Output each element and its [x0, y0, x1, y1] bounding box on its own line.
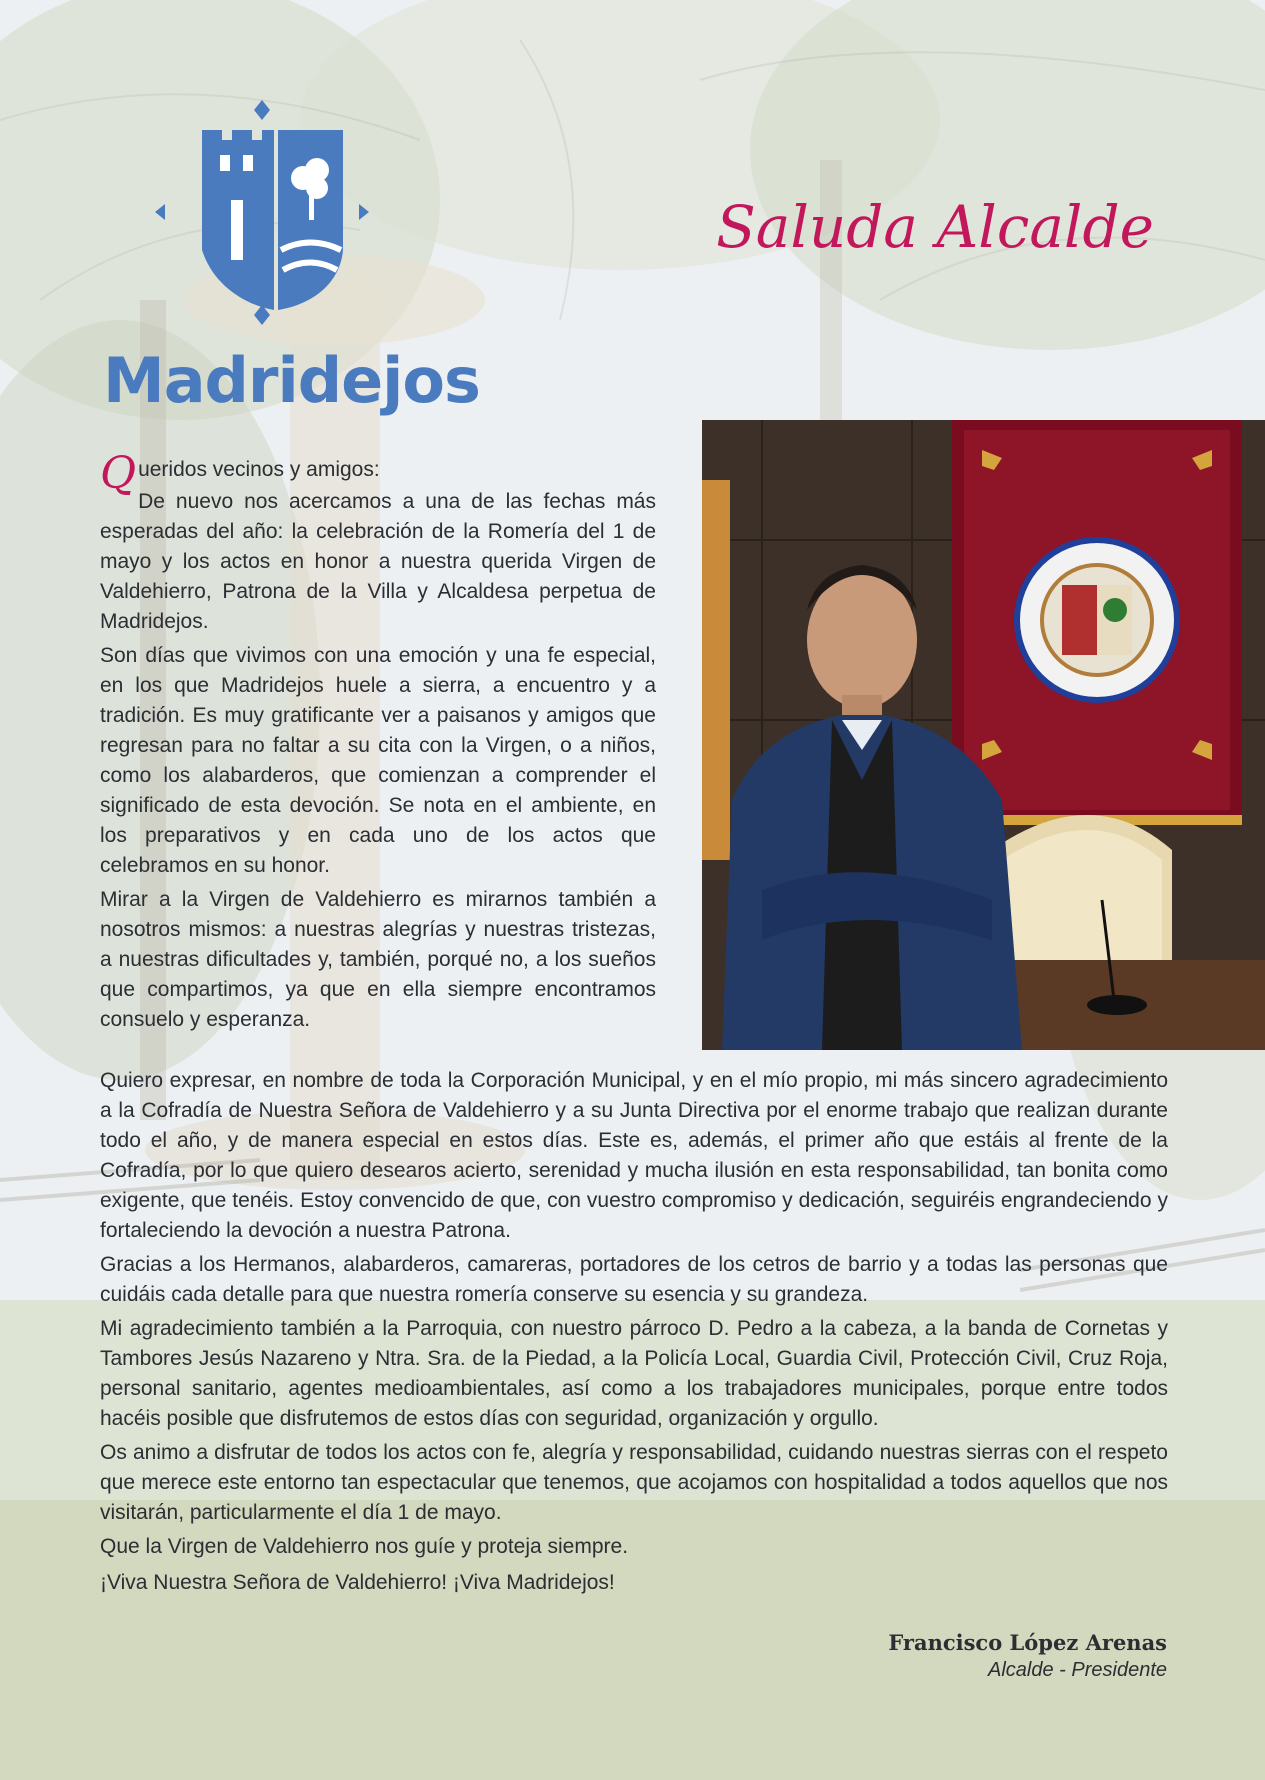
- letter-paragraph: Son días que vivimos con una emoción y una fe especial, en los que Madridejos huele a sierra, a encuentro y a tradición. Es muy gratificante ver a paisanos y amigos que regresan para no faltar a su cita con la Virgen, o a niños, como los alabarderos, que comienzan a comprender el significado de esta devoción. Se nota en el ambiente, en los preparativos y en cada uno de los actos que celebramos en su honor.: [100, 644, 656, 877]
- signature-block: [888, 1630, 1167, 1682]
- greeting-drop-cap: Q: [100, 448, 137, 499]
- signature-role: Alcalde - Presidente: [988, 1659, 1167, 1681]
- heading-text: Saluda Alcalde: [716, 193, 1154, 261]
- letter-paragraph: Mirar a la Virgen de Valdehierro es mirarnos también a nosotros mismos: a nuestras alegrías y nuestras tristezas, a nuestras dificultades y, también, porqué no, a los sueños que compartimos, ya que en ella siempre encontramos consuelo y esperanza.: [100, 888, 656, 1031]
- letter-paragraph: Gracias a los Hermanos, alabarderos, camareras, portadores de los cetros de barrio y a todas las personas que cuidáis cada detalle para que nuestra romería conserve su esencia y su grandeza.: [100, 1253, 1168, 1306]
- letter-greeting: [100, 448, 656, 499]
- letter-paragraph: De nuevo nos acercamos a una de las fechas más esperadas del año: la celebración de la Romería del 1 de mayo y los actos en honor a nuestra querida Virgen de Valdehierro, Patrona de la Villa y Alcaldesa perpetua de Madridejos.: [100, 490, 656, 633]
- madridejos-logo: [95, 100, 480, 440]
- letter-body: [100, 1066, 1168, 1604]
- tower-tree-shield-icon: [95, 100, 455, 350]
- page-heading: [690, 185, 1180, 275]
- signature-name: Francisco López Arenas: [888, 1630, 1167, 1655]
- letter-paragraph: Quiero expresar, en nombre de toda la Corporación Municipal, y en el mío propio, mi más sincero agradecimiento a la Cofradía de Nuestra Señora de Valdehierro y a su Junta Directiva por el enorme trabajo que realizan durante todo el año, y de manera especial en estos días. Este es, además, el primer año que estáis al frente de la Cofradía, por lo que quiero desearos acierto, serenidad y mucha ilusión en esta responsabilidad, tan bonita como exigente, que tenéis. Estoy convencido de que, con vuestro compromiso y dedicación, seguiréis engrandeciendo y fortaleciendo la devoción a nuestra Patrona.: [100, 1069, 1168, 1242]
- letter-column: [100, 448, 656, 1039]
- mayor-portrait-photo: [702, 420, 1265, 1050]
- closing-line: Que la Virgen de Valdehierro nos guíe y proteja siempre.: [100, 1535, 629, 1558]
- closing-line: ¡Viva Nuestra Señora de Valdehierro! ¡Viva Madridejos!: [100, 1571, 615, 1594]
- logo-wordmark: Madridejos: [103, 344, 480, 417]
- letter-paragraph: Mi agradecimiento también a la Parroquia, con nuestro párroco D. Pedro a la cabeza, a la banda de Cornetas y Tambores Jesús Nazareno y Ntra. Sra. de la Piedad, a la Policía Local, Guardia Civil, Protección Civil, Cruz Roja, personal sanitario, agentes medioambientales, así como a los trabajadores municipales, porque entre todos hacéis posible que disfrutemos de estos días con seguridad, organización y orgullo.: [100, 1317, 1168, 1430]
- letter-paragraph: Os animo a disfrutar de todos los actos con fe, alegría y responsabilidad, cuidando nuestras sierras con el respeto que merece este entorno tan espectacular que tenemos, que acojamos con hospitalidad a todos aquellos que nos visitarán, particularmente el día 1 de mayo.: [100, 1441, 1168, 1524]
- greeting-text: ueridos vecinos y amigos:: [138, 458, 380, 481]
